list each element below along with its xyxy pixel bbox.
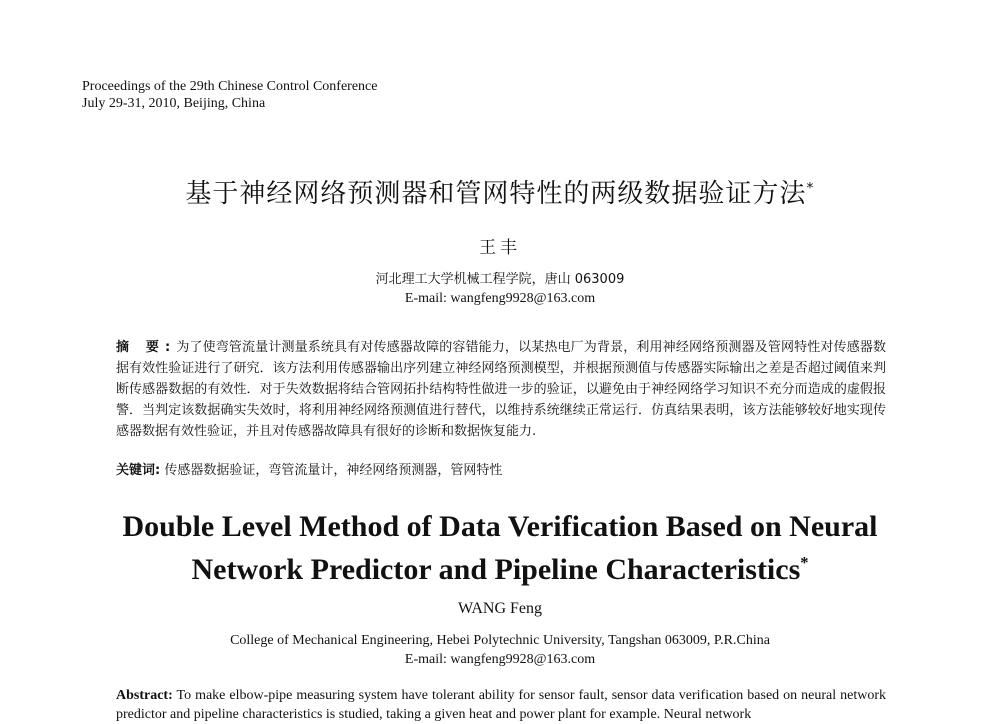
chinese-title-text: 基于神经网络预测器和管网特性的两级数据验证方法 (185, 179, 807, 209)
english-abstract-label: Abstract: (116, 688, 173, 703)
english-abstract-text: To make elbow-pipe measuring system have tolerant ability for sensor fault, sensor data verification based on neural network predictor and pipeline characteristics is studied, taking a given heat and power plant for example. Neural network (116, 688, 887, 722)
english-abstract (116, 686, 886, 724)
english-title-footnote-mark: * (800, 553, 809, 572)
english-affiliation-block (0, 631, 1000, 669)
chinese-abstract-label: 摘 要: (116, 340, 177, 355)
chinese-keywords (116, 461, 886, 481)
chinese-title-footnote-mark: * (806, 180, 815, 197)
english-title (0, 509, 1000, 588)
chinese-affiliation-block (0, 270, 1000, 308)
chinese-email: E-mail: wangfeng9928@163.com (404, 291, 596, 306)
english-title-line2-wrap (0, 545, 1000, 588)
proceedings-title: Proceedings of the 29th Chinese Control Conference (82, 79, 378, 94)
chinese-author: 王丰 (479, 238, 521, 258)
chinese-abstract (116, 337, 886, 442)
english-affiliation: College of Mechanical Engineering, Hebei Polytechnic University, Tangshan 063009, P.R.China (230, 633, 770, 648)
english-title-line1: Double Level Method of Data Verification Based on Neural (122, 510, 878, 543)
english-author: WANG Feng (458, 600, 542, 617)
chinese-keywords-text: 传感器数据验证，弯管流量计，神经网络预测器，管网特性 (164, 463, 503, 478)
english-email: E-mail: wangfeng9928@163.com (404, 652, 596, 667)
english-title-line2: Network Predictor and Pipeline Characteristics (191, 553, 801, 586)
chinese-keywords-label: 关键词: (116, 463, 161, 478)
chinese-title (0, 173, 1000, 210)
chinese-affiliation: 河北理工大学机械工程学院，唐山 063009 (375, 272, 625, 287)
chinese-abstract-text: 为了使弯管流量计测量系统具有对传感器故障的容错能力，以某热电厂为背景，利用神经网络预测器及管网特性对传感器数据有效性验证进行了研究．该方法利用传感器输出序列建立神经网络预测模型，并根据预测值与传感器实际输出之差是否超过阈值来判断传感器数据的有效性．对于失效数据将结合管网拓扑结构特性做进一步的验证，以避免由于神经网络学习知识不充分而造成的虚假报警．当判定该数据确实失效时，将利用神经网络预测值进行替代，以维持系统继续正常运行．仿真结果表明，该方法能够较好地实现传感器数据有效性验证，并且对传感器故障具有很好的诊断和数据恢复能力. (116, 340, 886, 439)
proceedings-header (82, 78, 377, 112)
proceedings-date-location: July 29-31, 2010, Beijing, China (82, 96, 266, 111)
